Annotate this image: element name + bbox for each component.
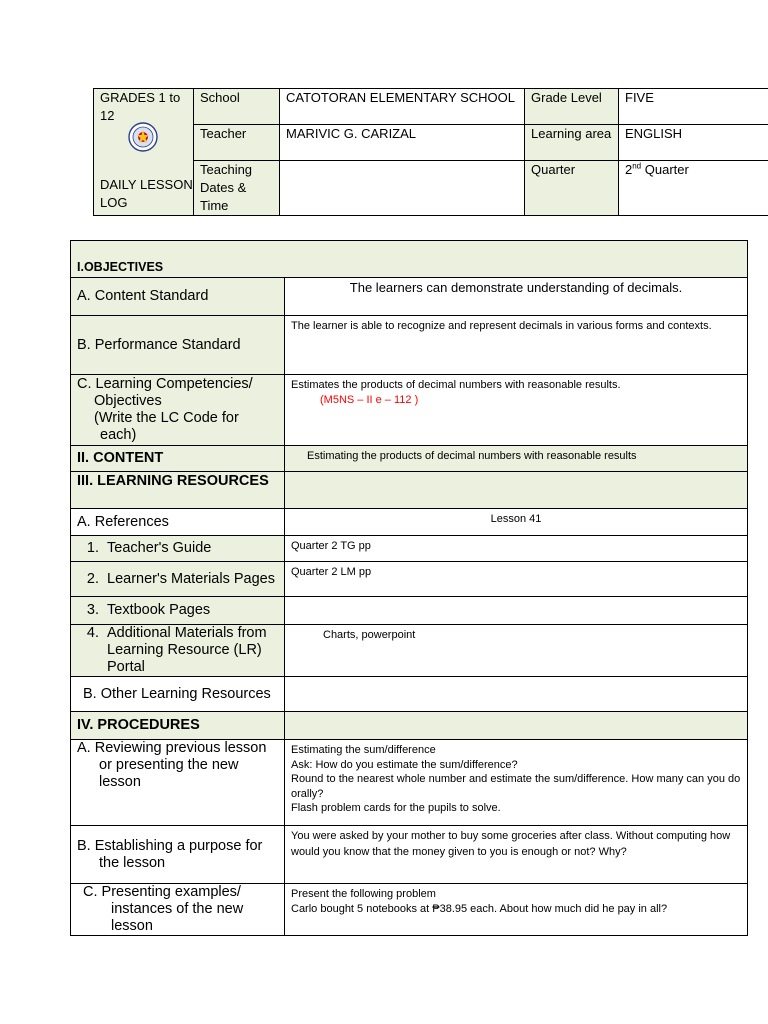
- quarter-label: Quarter: [525, 161, 619, 216]
- procedure-line: Flash problem cards for the pupils to solve.: [291, 802, 501, 814]
- grade-level-value: FIVE: [619, 89, 768, 125]
- establishing-purpose-text: B. Establishing a purpose for the lesson: [77, 837, 263, 871]
- teachers-guide-label: [71, 536, 285, 562]
- item-number: 3.: [86, 602, 99, 618]
- other-resources-label: [71, 677, 285, 712]
- grades-label: GRADES 1 to 12: [100, 90, 181, 123]
- school-value: CATOTORAN ELEMENTARY SCHOOL: [280, 89, 525, 125]
- procedure-line: Carlo bought 5 notebooks at ₱38.95 each. About how much did he pay in all?: [291, 902, 668, 915]
- teacher-value: MARIVIC G. CARIZAL: [280, 125, 525, 161]
- lc-code: (M5NS – II e – 112 ): [320, 394, 419, 406]
- procedure-line: Present the following problem: [291, 888, 436, 900]
- presenting-examples-text: C. Presenting examples/ instances of the new lesson: [83, 884, 244, 934]
- learning-competencies-sub: (Write the LC Code for each): [94, 410, 239, 443]
- additional-materials-label: [71, 625, 285, 677]
- procedure-line: Round to the nearest whole number and estimate the sum/difference. How many can you do orally?: [291, 773, 741, 800]
- performance-standard-value: The learner is able to recognize and represent decimals in various forms and contexts.: [285, 316, 748, 375]
- learners-materials-value: Quarter 2 LM pp: [285, 562, 748, 597]
- textbook-pages-value: [285, 597, 748, 625]
- establishing-purpose-label: [71, 826, 285, 884]
- item-number: 4.: [86, 625, 99, 641]
- establishing-purpose-value: You were asked by your mother to buy some groceries after class. Without computing how would you know that the money given to you is enough or not? Why?: [285, 826, 748, 884]
- content-heading: II. CONTENT: [71, 446, 285, 472]
- header-table: [93, 88, 768, 216]
- references-value: Lesson 41: [285, 509, 748, 536]
- learning-resources-heading: III. LEARNING RESOURCES: [71, 472, 285, 509]
- quarter-word: Quarter: [644, 162, 689, 177]
- learners-materials-label: [71, 562, 285, 597]
- procedure-line: Estimating the sum/difference: [291, 744, 436, 756]
- quarter-number: 2: [625, 162, 633, 177]
- reviewing-previous-label: [71, 740, 285, 826]
- other-resources-value: [285, 677, 748, 712]
- objectives-heading: I.OBJECTIVES: [71, 241, 748, 278]
- reviewing-previous-value: [285, 740, 748, 826]
- grades-cell: [94, 89, 194, 216]
- textbook-pages-label: [71, 597, 285, 625]
- item-number: 1.: [86, 540, 99, 556]
- teaching-dates-value: [280, 161, 525, 216]
- other-resources-text: B. Other Learning Resources: [83, 685, 271, 702]
- content-standard-value: The learners can demonstrate understanding of decimals.: [285, 278, 748, 316]
- quarter-value: [619, 161, 768, 216]
- presenting-examples-label: [71, 884, 285, 936]
- item-label: Additional Materials from Learning Resource (LR) Portal: [107, 625, 267, 675]
- deped-seal-icon: [128, 122, 158, 152]
- learning-competencies-value: [285, 375, 748, 446]
- item-label: Teacher's Guide: [107, 540, 212, 556]
- learning-competencies-title: C. Learning Competencies/ Objectives: [77, 376, 253, 409]
- learning-area-value: ENGLISH: [619, 125, 768, 161]
- additional-materials-value: Charts, powerpoint: [285, 625, 748, 677]
- content-value: Estimating the products of decimal numbers with reasonable results: [285, 446, 748, 472]
- teaching-dates-label: Teaching Dates & Time: [194, 161, 280, 216]
- item-number: 2.: [86, 570, 99, 587]
- teachers-guide-value: Quarter 2 TG pp: [285, 536, 748, 562]
- performance-standard-label: B. Performance Standard: [71, 316, 285, 375]
- quarter-suffix: nd: [632, 161, 642, 171]
- learning-resources-empty: [285, 472, 748, 509]
- competencies-text: Estimates the products of decimal numbers with reasonable results.: [291, 379, 621, 391]
- reviewing-previous-text: A. Reviewing previous lesson or presenting the new lesson: [77, 740, 267, 790]
- procedure-line: Ask: How do you estimate the sum/difference?: [291, 758, 518, 771]
- teacher-label: Teacher: [194, 125, 280, 161]
- learning-area-label: Learning area: [525, 125, 619, 161]
- daily-lesson-log-label: DAILY LESSON LOG: [100, 177, 193, 210]
- content-standard-label: A. Content Standard: [71, 278, 285, 316]
- references-label: A. References: [71, 509, 285, 536]
- presenting-examples-value: [285, 884, 748, 936]
- item-label: Learner's Materials Pages: [107, 570, 275, 587]
- school-label: School: [194, 89, 280, 125]
- item-label: Textbook Pages: [107, 602, 211, 618]
- procedures-empty: [285, 712, 748, 740]
- procedures-heading: IV. PROCEDURES: [71, 712, 285, 740]
- lesson-log-table: [70, 240, 748, 936]
- learning-competencies-label: [71, 375, 285, 446]
- grade-level-label: Grade Level: [525, 89, 619, 125]
